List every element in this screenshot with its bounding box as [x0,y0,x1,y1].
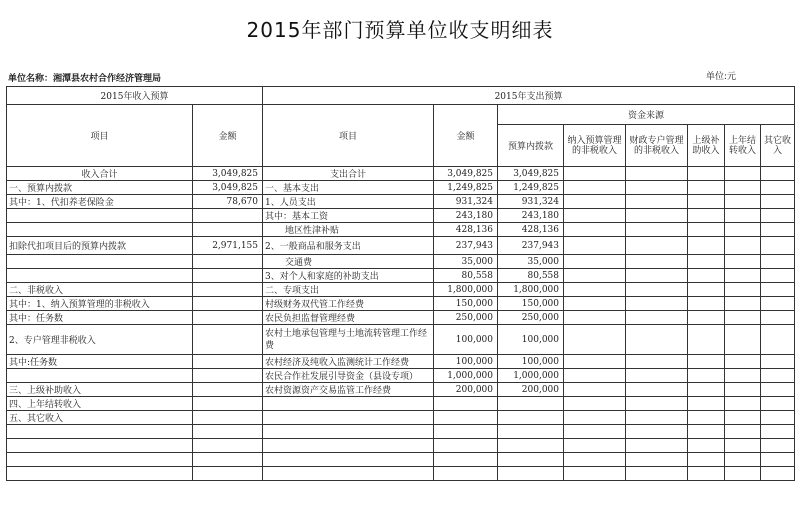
expense-item-cell: 交通费 [263,255,434,269]
upper-subsidy-cell [688,453,725,467]
other-income-cell [761,355,795,369]
carryover-cell [725,325,761,355]
expense-item-cell [263,453,434,467]
budget-allocation-cell: 1,800,000 [498,283,564,297]
expense-amount-cell: 250,000 [434,311,498,325]
upper-subsidy-cell [688,325,725,355]
expense-amount-cell: 931,324 [434,195,498,209]
table-row [7,397,795,411]
fiscal-special-cell [626,209,688,223]
expense-item-cell [263,397,434,411]
expense-amount-cell: 428,136 [434,223,498,237]
carryover-cell [725,195,761,209]
fiscal-special-cell [626,237,688,255]
table-row [7,411,795,425]
expense-amount-cell: 1,800,000 [434,283,498,297]
table-row [7,269,795,283]
upper-subsidy-cell [688,383,725,397]
expense-section-header: 2015年支出预算 [263,87,795,105]
other-income-cell [761,383,795,397]
non-tax-managed-header: 纳入预算管理的非税收入 [564,125,626,167]
upper-subsidy-cell [688,237,725,255]
carryover-cell [725,467,761,481]
table-row [7,383,795,397]
expense-item-cell [263,439,434,453]
fiscal-special-cell [626,223,688,237]
non-tax-managed-cell [564,311,626,325]
fiscal-special-cell [626,181,688,195]
income-item-cell: 一、预算内拨款 [7,181,193,195]
expense-amount-cell [434,411,498,425]
other-income-cell [761,283,795,297]
non-tax-managed-cell [564,369,626,383]
expense-item-cell: 二、专项支出 [263,283,434,297]
upper-subsidy-cell [688,311,725,325]
income-amount-header: 金额 [193,105,263,167]
upper-subsidy-cell [688,467,725,481]
other-income-cell [761,181,795,195]
non-tax-managed-cell [564,167,626,181]
non-tax-managed-cell [564,425,626,439]
expense-amount-cell: 1,000,000 [434,369,498,383]
carryover-cell [725,181,761,195]
upper-subsidy-header: 上级补助收入 [688,125,725,167]
upper-subsidy-cell [688,411,725,425]
expense-item-cell: 3、对个人和家庭的补助支出 [263,269,434,283]
budget-allocation-cell: 200,000 [498,383,564,397]
non-tax-managed-cell [564,411,626,425]
income-amount-cell [193,383,263,397]
upper-subsidy-cell [688,255,725,269]
upper-subsidy-cell [688,425,725,439]
expense-amount-header: 金额 [434,105,498,167]
table-row [7,355,795,369]
income-amount-cell [193,283,263,297]
upper-subsidy-cell [688,397,725,411]
budget-allocation-cell: 100,000 [498,355,564,369]
expense-item-cell: 农民负担监督管理经费 [263,311,434,325]
budget-allocation-cell: 1,249,825 [498,181,564,195]
budget-allocation-cell: 35,000 [498,255,564,269]
income-item-cell [7,439,193,453]
income-amount-cell [193,269,263,283]
other-income-cell [761,411,795,425]
non-tax-managed-cell [564,283,626,297]
income-amount-cell: 2,971,155 [193,237,263,255]
carryover-cell [725,311,761,325]
table-row [7,209,795,223]
income-amount-cell [193,255,263,269]
income-item-cell [7,209,193,223]
table-row [7,237,795,255]
table-row [7,167,795,181]
income-item-cell [7,223,193,237]
income-item-cell: 其中：任务数 [7,311,193,325]
income-amount-cell: 78,670 [193,195,263,209]
fiscal-special-cell [626,355,688,369]
income-item-cell [7,467,193,481]
expense-amount-cell [434,467,498,481]
non-tax-managed-cell [564,269,626,283]
carryover-cell [725,425,761,439]
carryover-cell [725,397,761,411]
fiscal-special-cell [626,195,688,209]
fiscal-special-cell [626,397,688,411]
income-item-cell: 其中:任务数 [7,355,193,369]
other-income-cell [761,269,795,283]
expense-amount-cell: 100,000 [434,325,498,355]
budget-allocation-cell: 243,180 [498,209,564,223]
other-income-cell [761,223,795,237]
expense-amount-cell [434,453,498,467]
non-tax-managed-cell [564,297,626,311]
table-row [7,467,795,481]
income-item-cell: 收入合计 [7,167,193,181]
expense-amount-cell: 80,558 [434,269,498,283]
expense-item-cell: 一、基本支出 [263,181,434,195]
expense-amount-cell: 1,249,825 [434,181,498,195]
budget-allocation-cell [498,425,564,439]
carryover-cell [725,283,761,297]
budget-allocation-cell: 931,324 [498,195,564,209]
budget-allocation-cell: 100,000 [498,325,564,355]
fiscal-special-cell [626,467,688,481]
expense-item-cell [263,425,434,439]
budget-allocation-cell [498,439,564,453]
unit-name-label: 单位名称： [8,74,54,84]
income-amount-cell [193,369,263,383]
carryover-cell [725,439,761,453]
expense-item-cell: 农村土地承包管理与土地流转管理工作经费 [263,325,434,355]
income-item-cell: 二、非税收入 [7,283,193,297]
income-amount-cell [193,355,263,369]
table-row [7,439,795,453]
income-item-cell: 2、专户管理非税收入 [7,325,193,355]
non-tax-managed-cell [564,181,626,195]
income-amount-cell [193,325,263,355]
expense-item-header: 项目 [263,105,434,167]
other-income-cell [761,255,795,269]
budget-allocation-header: 预算内拨款 [498,125,564,167]
table-row [7,311,795,325]
expense-item-cell: 农村经济及纯收入监测统计工作经费 [263,355,434,369]
carryover-cell [725,369,761,383]
other-income-cell [761,237,795,255]
table-row [7,181,795,195]
table-row [7,255,795,269]
funding-source-header: 资金来源 [498,105,795,125]
upper-subsidy-cell [688,297,725,311]
table-row [7,223,795,237]
other-income-cell [761,369,795,383]
income-item-cell [7,369,193,383]
budget-allocation-cell: 150,000 [498,297,564,311]
other-income-cell [761,325,795,355]
expense-amount-cell: 243,180 [434,209,498,223]
table-row [7,453,795,467]
expense-amount-cell [434,397,498,411]
budget-allocation-cell: 80,558 [498,269,564,283]
upper-subsidy-cell [688,223,725,237]
table-row [7,369,795,383]
non-tax-managed-cell [564,439,626,453]
budget-allocation-cell: 1,000,000 [498,369,564,383]
fiscal-special-cell [626,383,688,397]
income-section-header: 2015年收入预算 [7,87,263,105]
other-income-cell [761,425,795,439]
upper-subsidy-cell [688,439,725,453]
non-tax-managed-cell [564,467,626,481]
carryover-cell [725,411,761,425]
expense-amount-cell: 35,000 [434,255,498,269]
income-amount-cell [193,411,263,425]
fiscal-special-cell [626,283,688,297]
fiscal-special-cell [626,311,688,325]
fiscal-special-cell [626,453,688,467]
table-row [7,297,795,311]
non-tax-managed-cell [564,195,626,209]
fiscal-special-cell [626,425,688,439]
fiscal-special-cell [626,255,688,269]
other-income-header: 其它收入 [761,125,795,167]
income-item-cell: 其中：1、纳入预算管理的非税收入 [7,297,193,311]
expense-amount-cell [434,425,498,439]
income-item-cell: 三、上级补助收入 [7,383,193,397]
table-row [7,425,795,439]
income-amount-cell: 3,049,825 [193,181,263,195]
upper-subsidy-cell [688,355,725,369]
non-tax-managed-cell [564,255,626,269]
income-amount-cell [193,425,263,439]
expense-amount-cell: 100,000 [434,355,498,369]
expense-item-cell [263,467,434,481]
fiscal-special-cell [626,167,688,181]
table-row [7,283,795,297]
carryover-cell [725,383,761,397]
budget-table [6,86,795,481]
non-tax-managed-cell [564,223,626,237]
budget-allocation-cell [498,411,564,425]
income-item-cell: 其中：1、代扣养老保险金 [7,195,193,209]
non-tax-managed-cell [564,355,626,369]
other-income-cell [761,467,795,481]
expense-amount-cell: 150,000 [434,297,498,311]
currency-unit: 单位:元 [706,72,737,82]
income-item-cell [7,269,193,283]
carryover-cell [725,269,761,283]
table-row [7,325,795,355]
budget-allocation-cell: 428,136 [498,223,564,237]
income-item-cell: 五、其它收入 [7,411,193,425]
carryover-cell [725,255,761,269]
fiscal-special-cell [626,411,688,425]
income-item-cell [7,255,193,269]
other-income-cell [761,167,795,181]
upper-subsidy-cell [688,283,725,297]
non-tax-managed-cell [564,453,626,467]
expense-item-cell: 2、一般商品和服务支出 [263,237,434,255]
income-item-cell [7,425,193,439]
expense-item-cell: 农民合作社发展引导资金（县设专项） [263,369,434,383]
fiscal-special-cell [626,439,688,453]
carryover-cell [725,355,761,369]
income-amount-cell [193,311,263,325]
non-tax-managed-cell [564,237,626,255]
expense-item-cell: 支出合计 [263,167,434,181]
income-amount-cell [193,453,263,467]
income-amount-cell [193,467,263,481]
fiscal-special-cell [626,325,688,355]
other-income-cell [761,311,795,325]
budget-allocation-cell: 250,000 [498,311,564,325]
other-income-cell [761,397,795,411]
expense-amount-cell: 3,049,825 [434,167,498,181]
income-item-cell [7,453,193,467]
expense-item-cell: 村级财务双代管工作经费 [263,297,434,311]
upper-subsidy-cell [688,369,725,383]
income-amount-cell [193,439,263,453]
non-tax-managed-cell [564,209,626,223]
income-amount-cell [193,209,263,223]
expense-item-cell: 农村资源资产交易监管工作经费 [263,383,434,397]
other-income-cell [761,195,795,209]
fiscal-special-cell [626,369,688,383]
income-amount-cell: 3,049,825 [193,167,263,181]
carryover-header: 上年结转收入 [725,125,761,167]
table-body [7,167,795,481]
budget-allocation-cell: 237,943 [498,237,564,255]
budget-allocation-cell [498,453,564,467]
budget-allocation-cell [498,467,564,481]
carryover-cell [725,453,761,467]
fiscal-special-cell [626,269,688,283]
unit-name [8,71,161,84]
other-income-cell [761,439,795,453]
expense-amount-cell [434,439,498,453]
unit-name-value: 湘潭县农村合作经济管理局 [53,74,162,84]
income-amount-cell [193,297,263,311]
budget-allocation-cell [498,397,564,411]
fiscal-special-cell [626,297,688,311]
carryover-cell [725,209,761,223]
other-income-cell [761,453,795,467]
carryover-cell [725,237,761,255]
table-row [7,195,795,209]
upper-subsidy-cell [688,209,725,223]
expense-item-cell [263,411,434,425]
upper-subsidy-cell [688,167,725,181]
expense-amount-cell: 237,943 [434,237,498,255]
carryover-cell [725,297,761,311]
non-tax-managed-cell [564,383,626,397]
fiscal-special-header: 财政专户管理的非税收入 [626,125,688,167]
other-income-cell [761,297,795,311]
income-amount-cell [193,397,263,411]
expense-amount-cell: 200,000 [434,383,498,397]
upper-subsidy-cell [688,195,725,209]
upper-subsidy-cell [688,269,725,283]
non-tax-managed-cell [564,325,626,355]
income-amount-cell [193,223,263,237]
expense-item-cell: 地区性津补贴 [263,223,434,237]
carryover-cell [725,167,761,181]
income-item-cell: 扣除代扣项目后的预算内拨款 [7,237,193,255]
upper-subsidy-cell [688,181,725,195]
income-item-cell: 四、上年结转收入 [7,397,193,411]
expense-item-cell: 1、人员支出 [263,195,434,209]
non-tax-managed-cell [564,397,626,411]
page-title: 2015年部门预算单位收支明细表 [246,18,554,42]
other-income-cell [761,209,795,223]
budget-allocation-cell: 3,049,825 [498,167,564,181]
income-item-header: 项目 [7,105,193,167]
expense-item-cell: 其中：基本工资 [263,209,434,223]
carryover-cell [725,223,761,237]
